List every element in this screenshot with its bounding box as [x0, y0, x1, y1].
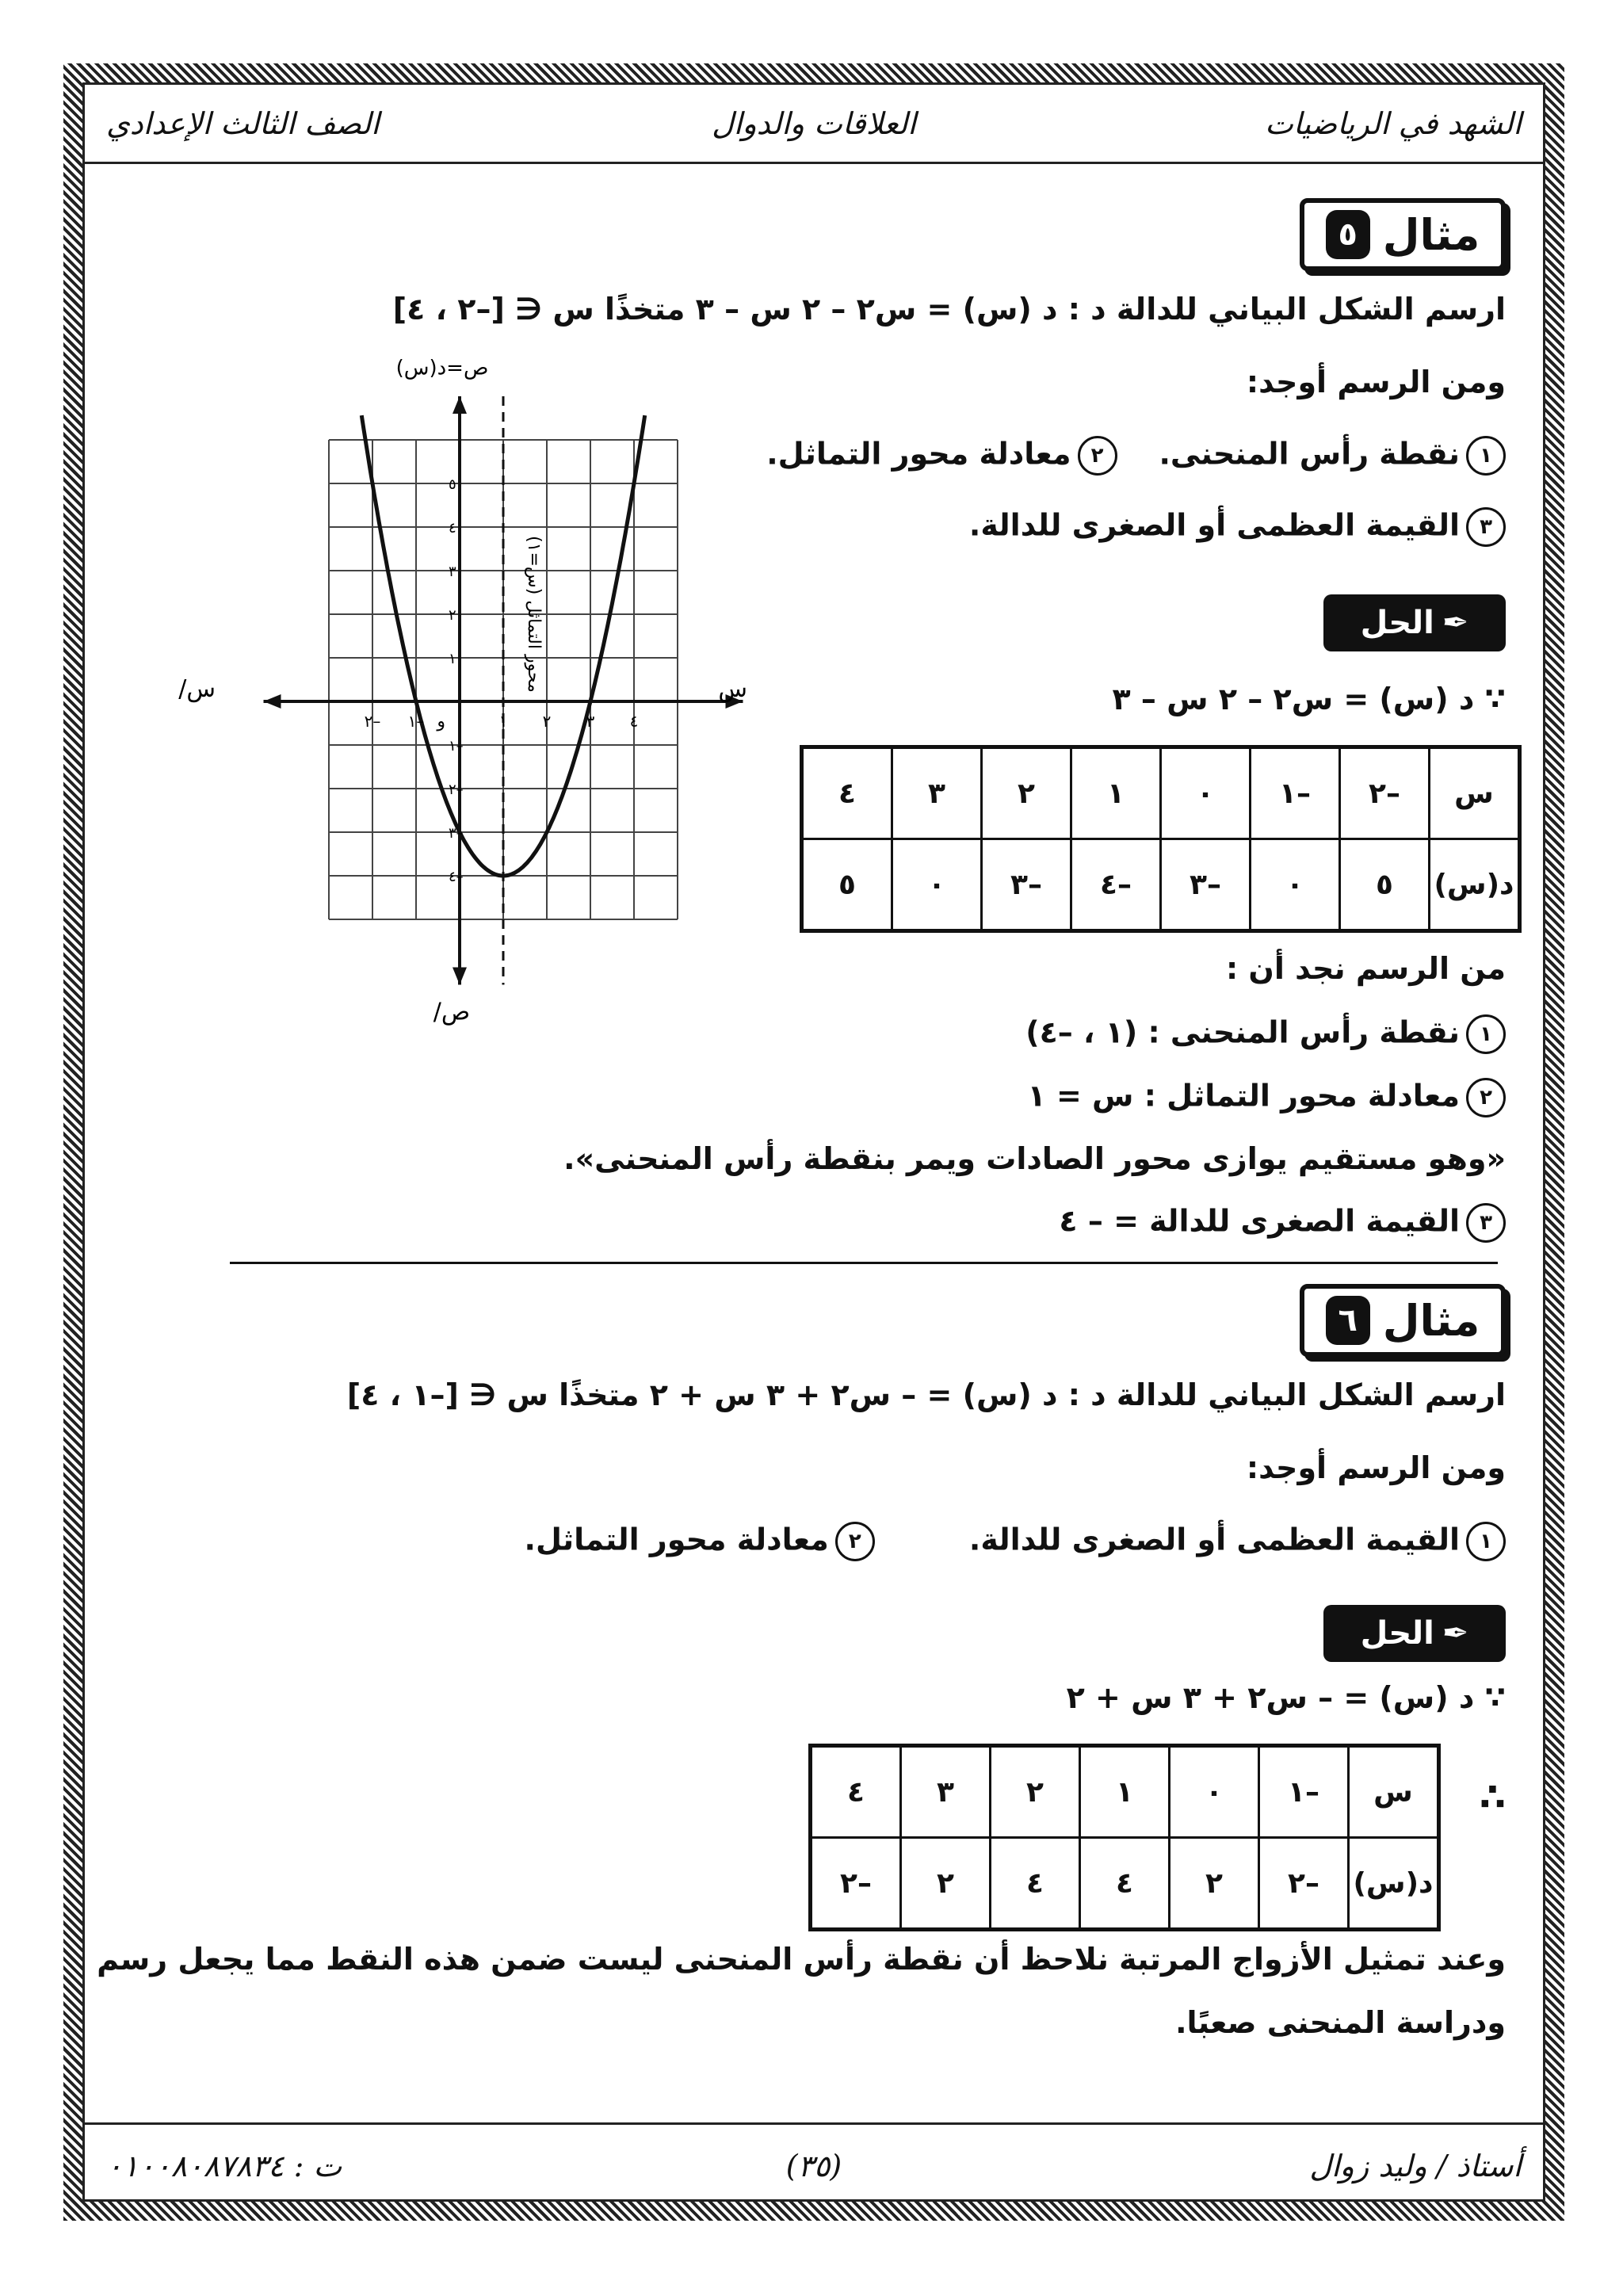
table-cell: ٠: [1170, 1746, 1259, 1838]
table-cell: ٤: [811, 1746, 901, 1838]
table-header-cell: د(س): [1430, 839, 1520, 931]
x-tick-label: ٢: [542, 712, 552, 731]
pen-icon: ✒: [1442, 1615, 1469, 1652]
table-header-cell: س: [1430, 747, 1520, 839]
example-6-conclusion-2: ودراسة المنحنى صعبًا.: [1175, 2005, 1506, 2040]
table-cell: –٣: [982, 839, 1071, 931]
table-cell: –٣: [1161, 839, 1251, 931]
y-tick-label: ٤: [449, 520, 456, 537]
x-tick-label: –٢: [364, 712, 381, 731]
y-tick-label: ٢: [449, 607, 456, 624]
x-tick-label: ٣: [586, 712, 595, 731]
example-5-answer-3: ٣القيمة الصغرى للدالة = – ٤: [1059, 1203, 1506, 1243]
table-cell: ٣: [892, 747, 982, 839]
example-5-from-graph: من الرسم نجد أن :: [1225, 951, 1506, 986]
y-tick-label: ٥: [449, 476, 456, 493]
example-5-badge: مثال ٥: [1300, 198, 1506, 271]
table-cell: ٢: [982, 747, 1071, 839]
table-cell: ٢: [991, 1746, 1080, 1838]
example-5-solution-label: ✒ الحل: [1323, 594, 1506, 651]
y-tick-label: ٣: [449, 563, 456, 580]
x-axis-arrow: [264, 694, 281, 709]
example-5-values-table: [800, 745, 1522, 933]
x-tick-label: ١: [498, 712, 508, 731]
y-tick-label: –٢: [449, 781, 464, 798]
example-5-note: «وهو مستقيم يوازى محور الصادات ويمر بنقطة رأس المنحنى».: [563, 1141, 1506, 1176]
pen-icon: ✒: [1442, 605, 1469, 641]
table-header-cell: س: [1349, 1746, 1439, 1838]
example-6-questions: ١القيمة العظمى أو الصغرى للدالة. ٢معادلة محور التماثل.: [525, 1522, 1506, 1561]
example-5-answer-2: ٢معادلة محور التماثل : س = ١: [1028, 1078, 1506, 1117]
header-chapter: العلاقات والدوال: [712, 106, 916, 141]
table-cell: –١: [1251, 747, 1340, 839]
example-5-answer-1: ١نقطة رأس المنحنى : (١ ، –٤): [1025, 1014, 1506, 1054]
symmetry-axis-label: محور التماثل (س=١): [524, 536, 544, 693]
y-tick-label: –١: [449, 738, 464, 755]
table-cell: ٢: [1170, 1838, 1259, 1930]
curve-label: ص=د(س): [395, 356, 489, 380]
table-row: [811, 1838, 1439, 1930]
table-row: [802, 747, 1520, 839]
table-cell: ١: [1071, 747, 1161, 839]
example-6-conclusion-1: وعند تمثيل الأزواج المرتبة نلاحظ أن نقطة رأس المنحنى ليست ضمن هذه النقط مما يجعل رسم: [97, 1942, 1506, 1977]
origin-label: و: [437, 712, 445, 732]
y-tick-label: ١: [449, 651, 456, 667]
table-header-cell: د(س): [1349, 1838, 1439, 1930]
example-5-questions-row1: ١نقطة رأس المنحنى. ٢معادلة محور التماثل.: [766, 436, 1506, 476]
table-cell: ٤: [991, 1838, 1080, 1930]
page-footer: [82, 2122, 1545, 2204]
page-number: (٣٥): [785, 2149, 842, 2183]
table-cell: ٠: [1251, 839, 1340, 931]
table-cell: –٤: [1071, 839, 1161, 931]
table-cell: ٠: [892, 839, 982, 931]
example-5-graph: [178, 356, 769, 1026]
table-cell: ٤: [1080, 1838, 1170, 1930]
table-cell: ٥: [802, 839, 892, 931]
header-grade: الصف الثالث الإعدادي: [106, 106, 380, 141]
table-cell: –١: [1259, 1746, 1349, 1838]
table-cell: –٢: [1340, 747, 1430, 839]
y-axis-arrow: [453, 396, 467, 414]
footer-phone: ت : ٠١٠٠٨٠٨٧٨٣٤: [106, 2149, 342, 2183]
x-axis-neg-label: س/: [178, 675, 216, 703]
table-cell: ٤: [802, 747, 892, 839]
table-cell: ٥: [1340, 839, 1430, 931]
y-tick-label: –٣: [449, 825, 464, 842]
x-tick-label: –١: [407, 712, 425, 731]
table-cell: –٢: [811, 1838, 901, 1930]
example-6-solution-label: ✒ الحل: [1323, 1605, 1506, 1662]
example-5-question-3: ٣القيمة العظمى أو الصغرى للدالة.: [969, 507, 1506, 547]
example-6-given: ∵ د (س) = – س٢ + ٣ س + ٢: [1066, 1680, 1506, 1715]
table-cell: –٢: [1259, 1838, 1349, 1930]
example-6-therefore: ∴: [1479, 1775, 1506, 1820]
table-cell: ٢: [901, 1838, 991, 1930]
table-cell: ٠: [1161, 747, 1251, 839]
table-cell: ١: [1080, 1746, 1170, 1838]
example-5-prompt: ارسم الشكل البياني للدالة د : د (س) = س٢ – ٢ س – ٣ متخذًا س ∈ [–٢ ، ٤]: [392, 292, 1506, 327]
y-axis-neg-label: ص/: [433, 998, 471, 1026]
example-6-badge: مثال ٦: [1300, 1284, 1506, 1357]
table-cell: ٣: [901, 1746, 991, 1838]
example-6-find: ومن الرسم أوجد:: [1246, 1450, 1506, 1485]
x-tick-label: ٤: [629, 712, 639, 731]
example-5-find: ومن الرسم أوجد:: [1246, 365, 1506, 399]
section-divider: [230, 1262, 1498, 1264]
example-5-given: ∵ د (س) = س٢ – ٢ س – ٣: [1112, 682, 1506, 716]
x-axis-label: س: [718, 675, 747, 703]
table-row: [802, 839, 1520, 931]
page-header: [82, 82, 1545, 164]
y-tick-label: –٤: [449, 869, 464, 885]
y-axis-arrow: [453, 968, 467, 985]
example-6-values-table: [808, 1744, 1441, 1931]
footer-author: أستاذ / وليد زوال: [1309, 2149, 1522, 2183]
header-book-title: الشهد في الرياضيات: [1265, 106, 1522, 141]
example-6-prompt: ارسم الشكل البياني للدالة د : د (س) = – س٢ + ٣ س + ٢ متخذًا س ∈ [–١ ، ٤]: [346, 1377, 1506, 1412]
table-row: [811, 1746, 1439, 1838]
